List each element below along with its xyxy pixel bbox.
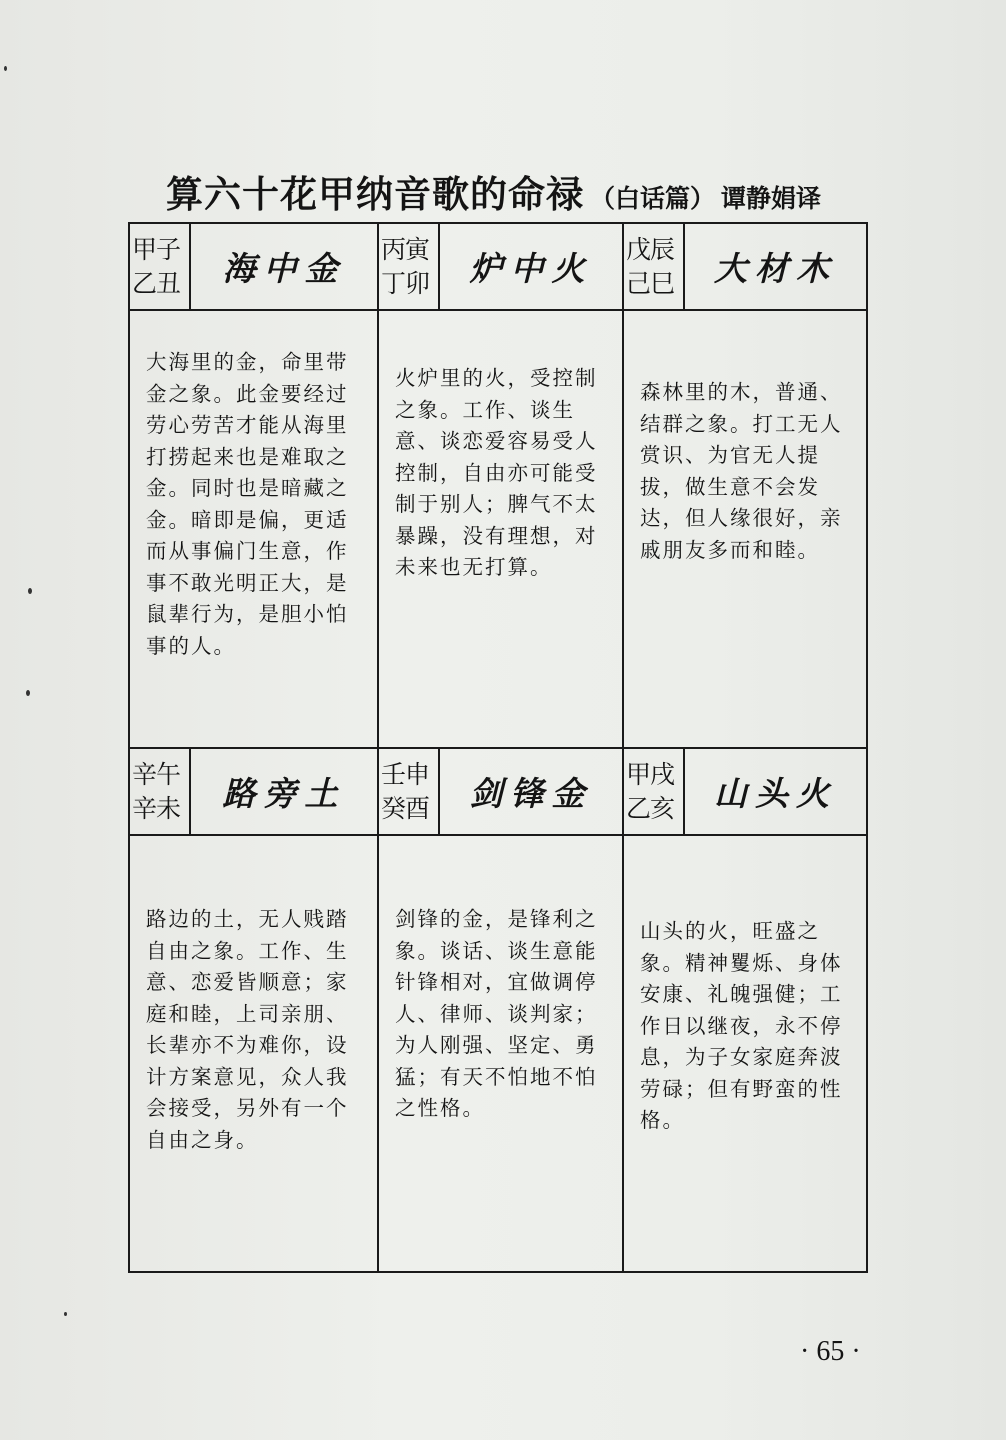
ganzhi-bottom: 癸酉 <box>381 793 430 823</box>
table-header-cell <box>379 749 624 836</box>
table-body-cell <box>130 836 379 1271</box>
paper-speck <box>26 690 30 696</box>
title-main: 算六十花甲纳音歌的命禄 <box>166 173 584 216</box>
table-body-cell <box>624 836 866 1271</box>
paper-speck <box>4 66 7 71</box>
table-header-cell <box>624 224 866 311</box>
table-header-cell <box>379 224 624 311</box>
nayin-name: 大材木 <box>714 249 837 288</box>
nayin-name: 炉中火 <box>469 249 593 288</box>
nayin-name: 路旁土 <box>222 774 346 813</box>
title-subtitle: （白话篇） <box>590 184 716 213</box>
table-body-cell <box>379 311 624 749</box>
page-number: · 65 · <box>800 1336 861 1367</box>
ganzhi-top: 丙寅 <box>381 234 430 264</box>
ganzhi-bottom: 己巳 <box>626 268 675 298</box>
ganzhi-top: 甲子 <box>132 234 181 264</box>
ganzhi-top: 甲戌 <box>626 759 675 789</box>
ganzhi-bottom: 乙亥 <box>626 793 675 823</box>
table-header-cell <box>130 224 379 311</box>
ganzhi-label <box>130 749 191 834</box>
nayin-name: 剑锋金 <box>469 774 593 813</box>
nayin-description: 森林里的木，普通、结群之象。打工无人赏识、为官无人提拔，做生意不会发达，但人缘很好，亲戚朋友多而和睦。 <box>640 380 843 562</box>
nayin-description: 剑锋的金，是锋利之象。谈话、谈生意能针锋相对，宜做调停人、律师、谈判家；为人刚强、坚定、勇猛；有天不怕地不怕之性格。 <box>395 907 598 1120</box>
table-body-cell <box>130 311 379 749</box>
nayin-description: 火炉里的火，受控制之象。工作、谈生意、谈恋爱容易受人控制，自由亦可能受制于别人；脾气不太暴躁，没有理想，对未来也无打算。 <box>395 366 598 579</box>
page-title <box>166 164 821 218</box>
ganzhi-bottom: 丁卯 <box>381 268 430 298</box>
nayin-description: 大海里的金，命里带金之象。此金要经过劳心劳苦才能从海里打捞起来也是难取之金。同时也是暗藏之金。暗即是偏，更适而从事偏门生意，作事不敢光明正大，是鼠辈行为，是胆小怕事的人。 <box>146 350 349 658</box>
paper-speck <box>28 588 32 594</box>
nayin-name: 海中金 <box>222 249 346 288</box>
ganzhi-label <box>379 749 440 834</box>
nayin-description: 路边的土，无人贱踏自由之象。工作、生意、恋爱皆顺意；家庭和睦，上司亲朋、长辈亦不为难你，设计方案意见，众人我会接受，另外有一个自由之身。 <box>146 907 349 1152</box>
ganzhi-top: 辛午 <box>132 759 181 789</box>
table-body-cell <box>379 836 624 1271</box>
ganzhi-top: 戊辰 <box>626 234 675 264</box>
paper-speck <box>64 1312 67 1316</box>
ganzhi-label <box>379 224 440 309</box>
nayin-description: 山头的火，旺盛之象。精神矍烁、身体安康、礼魄强健；工作日以继夜，永不停息，为子女家庭奔波劳碌；但有野蛮的性格。 <box>640 919 843 1132</box>
table-header-cell <box>130 749 379 836</box>
ganzhi-bottom: 乙丑 <box>132 268 181 298</box>
ganzhi-label <box>624 224 685 309</box>
title-translator: 谭静娟译 <box>721 184 822 213</box>
ganzhi-label <box>624 749 685 834</box>
ganzhi-bottom: 辛未 <box>132 793 181 823</box>
nayin-name: 山头火 <box>714 774 837 813</box>
nayin-table <box>128 222 868 1273</box>
ganzhi-top: 壬申 <box>381 759 430 789</box>
table-header-cell <box>624 749 866 836</box>
table-body-cell <box>624 311 866 749</box>
ganzhi-label <box>130 224 191 309</box>
